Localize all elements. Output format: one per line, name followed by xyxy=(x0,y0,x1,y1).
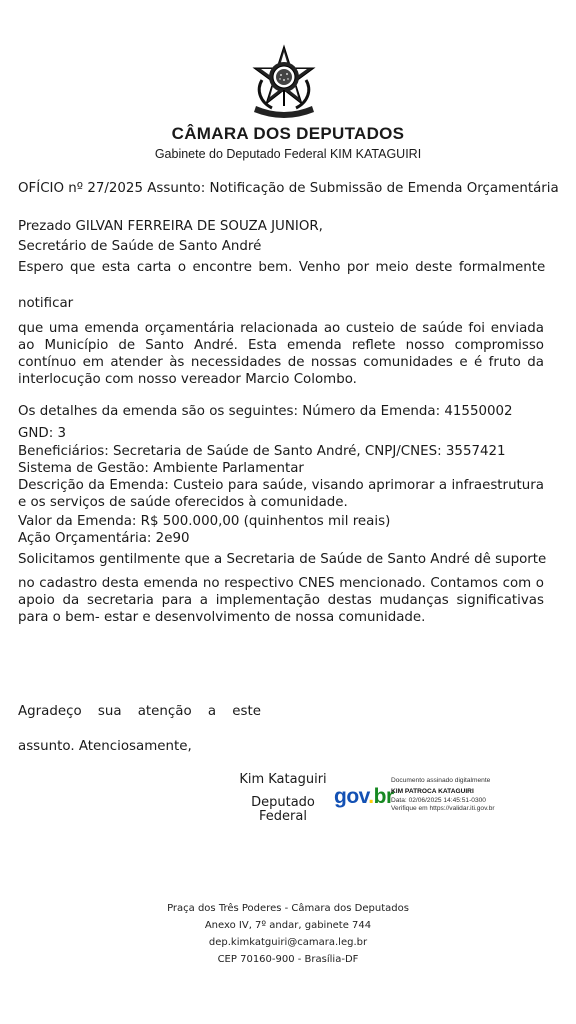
thanks-word: este xyxy=(232,704,261,719)
thanks-word: atenção xyxy=(137,704,192,719)
office-subtitle: Gabinete do Deputado Federal KIM KATAGUIRI xyxy=(154,147,422,161)
thanks-word: sua xyxy=(97,704,122,719)
digital-signature-stamp xyxy=(391,777,495,814)
details-intro: Os detalhes da emenda são os seguintes: Número da Emenda: 41550002 xyxy=(18,404,513,419)
govbr-logo: gov.br xyxy=(334,785,394,808)
stamp-title: Documento assinado digitalmente xyxy=(391,777,491,784)
paragraph-notice: que uma emenda orçamentária relacionada ao custeio de saúde foi enviada ao Município de Santo André. Esta emenda reflete nosso compromisso contínuo em atender às necessidades de nossas comunidades e é fruto da interlocução com nosso vereador Marcio Colombo. xyxy=(18,321,544,387)
signatory-role-line1: Deputado xyxy=(251,795,315,810)
letter-reference: OFÍCIO nº 27/2025 Assunto: Notificação de Submissão de Emenda Orçamentária xyxy=(18,181,559,196)
stamp-signer: KIM PATROCA KATAGUIRI xyxy=(391,788,474,796)
thanks-word: a xyxy=(207,704,217,719)
recipient-title: Secretário de Saúde de Santo André xyxy=(18,239,262,254)
footer-postal-code: CEP 70160-900 - Brasília-DF xyxy=(217,954,359,965)
request-paragraph: no cadastro desta emenda no respectivo CNES mencionado. Contamos com o apoio da secretaria para a implementação destas mudanças significativas para o bem- estar e desenvolvimento de nossa comunidade. xyxy=(18,576,544,625)
stamp-date: Data: 02/06/2025 14:45:51-0300 xyxy=(391,796,486,804)
footer-address-line2: Anexo IV, 7º andar, gabinete 744 xyxy=(204,920,372,931)
request-line: Solicitamos gentilmente que a Secretaria de Saúde de Santo André dê suporte xyxy=(18,552,547,567)
stamp-verify-link: Verifique em https://validar.iti.gov.br xyxy=(391,805,495,813)
closing-line: assunto. Atenciosamente, xyxy=(18,739,192,754)
thanks-word: Agradeço xyxy=(18,704,82,719)
detail-gnd: GND: 3 xyxy=(18,426,66,441)
detail-system: Sistema de Gestão: Ambiente Parlamentar xyxy=(18,461,304,476)
brasil-coat-of-arms-icon xyxy=(246,44,322,120)
signatory-role xyxy=(230,796,336,824)
thanks-line xyxy=(18,703,261,720)
detail-beneficiaries: Beneficiários: Secretaria de Saúde de Santo André, CNPJ/CNES: 3557421 xyxy=(18,444,506,459)
signatory-name: Kim Kataguiri xyxy=(239,772,327,787)
greeting: Prezado GILVAN FERREIRA DE SOUZA JUNIOR, xyxy=(18,219,323,234)
institution-title: CÂMARA DOS DEPUTADOS xyxy=(171,124,405,143)
detail-description: Descrição da Emenda: Custeio para saúde, visando aprimorar a infraestrutura e os serviços de saúde oferecidos à comunidade. xyxy=(18,478,544,510)
opening-continuation: notificar xyxy=(18,296,74,311)
signatory-role-line2: Federal xyxy=(259,809,307,824)
footer-email: dep.kimkatguiri@camara.leg.br xyxy=(208,937,368,948)
detail-value: Valor da Emenda: R$ 500.000,00 (quinhentos mil reais) xyxy=(18,514,391,529)
footer-address-line1: Praça dos Três Poderes - Câmara dos Deputados xyxy=(167,903,409,914)
detail-budget-action: Ação Orçamentária: 2e90 xyxy=(18,531,190,546)
opening-line: Espero que esta carta o encontre bem. Venho por meio deste formalmente xyxy=(18,260,546,275)
